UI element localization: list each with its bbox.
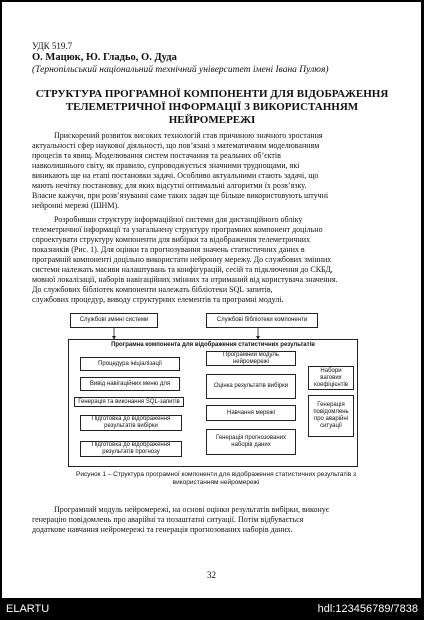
box-alarm-messages: Генерація повідомлень про аварійні ситуації xyxy=(308,395,354,437)
paragraph-line: нейронні мережі (ШНМ). xyxy=(32,201,120,210)
paragraph-line: системи належать масиви налаштувань та конфігурацій, сесій та підключення до СКБД, xyxy=(32,265,333,274)
page-number: 32 xyxy=(207,570,216,580)
paragraph-line: процесів та явищ. Моделювання систем постачання та реальних об’єктів xyxy=(32,151,281,160)
box-nn-module: Програмний модуль нейромережі xyxy=(206,351,296,366)
paragraph-line: Програмний модуль нейромережі, на основі оцінки результатів вибірки, виконує xyxy=(54,505,330,514)
footer-handle: hdl:123456789/7838 xyxy=(317,603,418,615)
box-prepare-forecast: Підготовка до відображення результатів прогнозу xyxy=(80,441,182,457)
paper-title: СТРУКТУРА ПРОГРАМНОЇ КОМПОНЕНТИ ДЛЯ ВІДОБРАЖЕННЯ ТЕЛЕМЕТРИЧНОЇ ІНФОРМАЦІЇ З ВИКОРИСТАННЯМ НЕЙРОМЕРЕЖІ xyxy=(35,88,389,126)
box-sql-generation: Генерація та виконання SQL-запитів xyxy=(74,397,184,407)
box-navigation-menu: Вивід навігаційних меню для xyxy=(80,377,180,391)
paragraph-line: Розробивши структуру інформаційної системи для дистанційного обліку xyxy=(54,215,303,224)
paragraph-line: виникають ще на етапі постановки задачі. Особливо актуальними стають задачі, що xyxy=(32,171,319,180)
paragraph-line: До службових бібліотек компоненти належать бібліотеки SQL запитів, xyxy=(32,285,273,294)
footer-repository: ELARTU xyxy=(6,603,50,615)
box-forecast-sets: Генерація прогнозованих наборів даних xyxy=(206,429,296,455)
document-page xyxy=(2,2,421,598)
figure-diagram xyxy=(66,311,366,469)
paragraph-line: навколишнього світу, як правило, супроводжується значними труднощами, які xyxy=(32,161,300,170)
paragraph-line: службових процедур, виводу структурних елементів та програмні модулі. xyxy=(32,295,284,304)
paragraph-3 xyxy=(32,505,392,535)
box-initialization: Процедура ініціалізації xyxy=(80,357,180,371)
paragraph-2 xyxy=(32,215,392,305)
paragraph-line: телеметричної інформації та узагальнену структуру програмних компонент доцільно xyxy=(32,225,323,234)
paragraph-line: мовної локалізації, наборів навігаційних змінних та отриманий від користувача значення. xyxy=(32,275,338,284)
paragraph-line: програмній компоненті доцільно використати нейронну мережу. До службових змінних xyxy=(32,255,332,264)
paragraph-line: спроектувати структуру компоненти для вибірки та відображення телеметричних xyxy=(32,235,311,244)
paragraph-line: додаткове навчання нейромережі та генерація прогнозованих наборів даних. xyxy=(32,525,293,534)
box-network-training: Навчання мережі xyxy=(206,405,296,421)
box-component-libraries: Службові бібліотеки компоненти xyxy=(206,313,318,328)
paragraph-line: актуальності сфер наукової діяльності, що пов’язані з математичним моделюванням xyxy=(32,141,320,150)
box-prepare-display: Підготовка до відображення результатів вибірки xyxy=(80,415,182,431)
box-system-variables: Службові змінні системи xyxy=(70,313,158,328)
affiliation: (Тернопільський національний технічний університет імені Івана Пулюя) xyxy=(32,65,329,75)
footer-bar xyxy=(0,600,424,620)
paragraph-line: Прискорений розвиток високих технологій став причиною значного зростання xyxy=(54,131,323,140)
paragraph-1 xyxy=(32,131,392,211)
box-program-component: Програмна компонента для відображення статистичних результатів xyxy=(68,339,358,467)
paragraph-line: мають нечітку постановку, для яких відсутні оптимальні алгоритми їх розв’язку. xyxy=(32,181,307,190)
paragraph-line: показників (Рис. 1). Для оцінки та прогнозування значень статистичних даних в xyxy=(32,245,305,254)
paragraph-line: Власне кажучи, при розв’язуванні саме таких задач ще більше використовують штучні xyxy=(32,191,329,200)
box-evaluate-results: Оцінка результатів вибірки xyxy=(206,374,296,399)
box-weight-sets: Набори вагових коефіцієнтів xyxy=(308,366,354,390)
authors: О. Мацюк, Ю. Гладьо, О. Дуда xyxy=(32,52,177,63)
udk-code: УДК 519.7 xyxy=(32,41,73,51)
figure-caption: Рисунок 1 – Структура програмної компоненти для відображення статистичних результатів з використанням нейромережі xyxy=(76,471,356,486)
paragraph-line: генерацію повідомлень про аварійні та позаштатні ситуації. Потім відбувається xyxy=(32,515,304,524)
